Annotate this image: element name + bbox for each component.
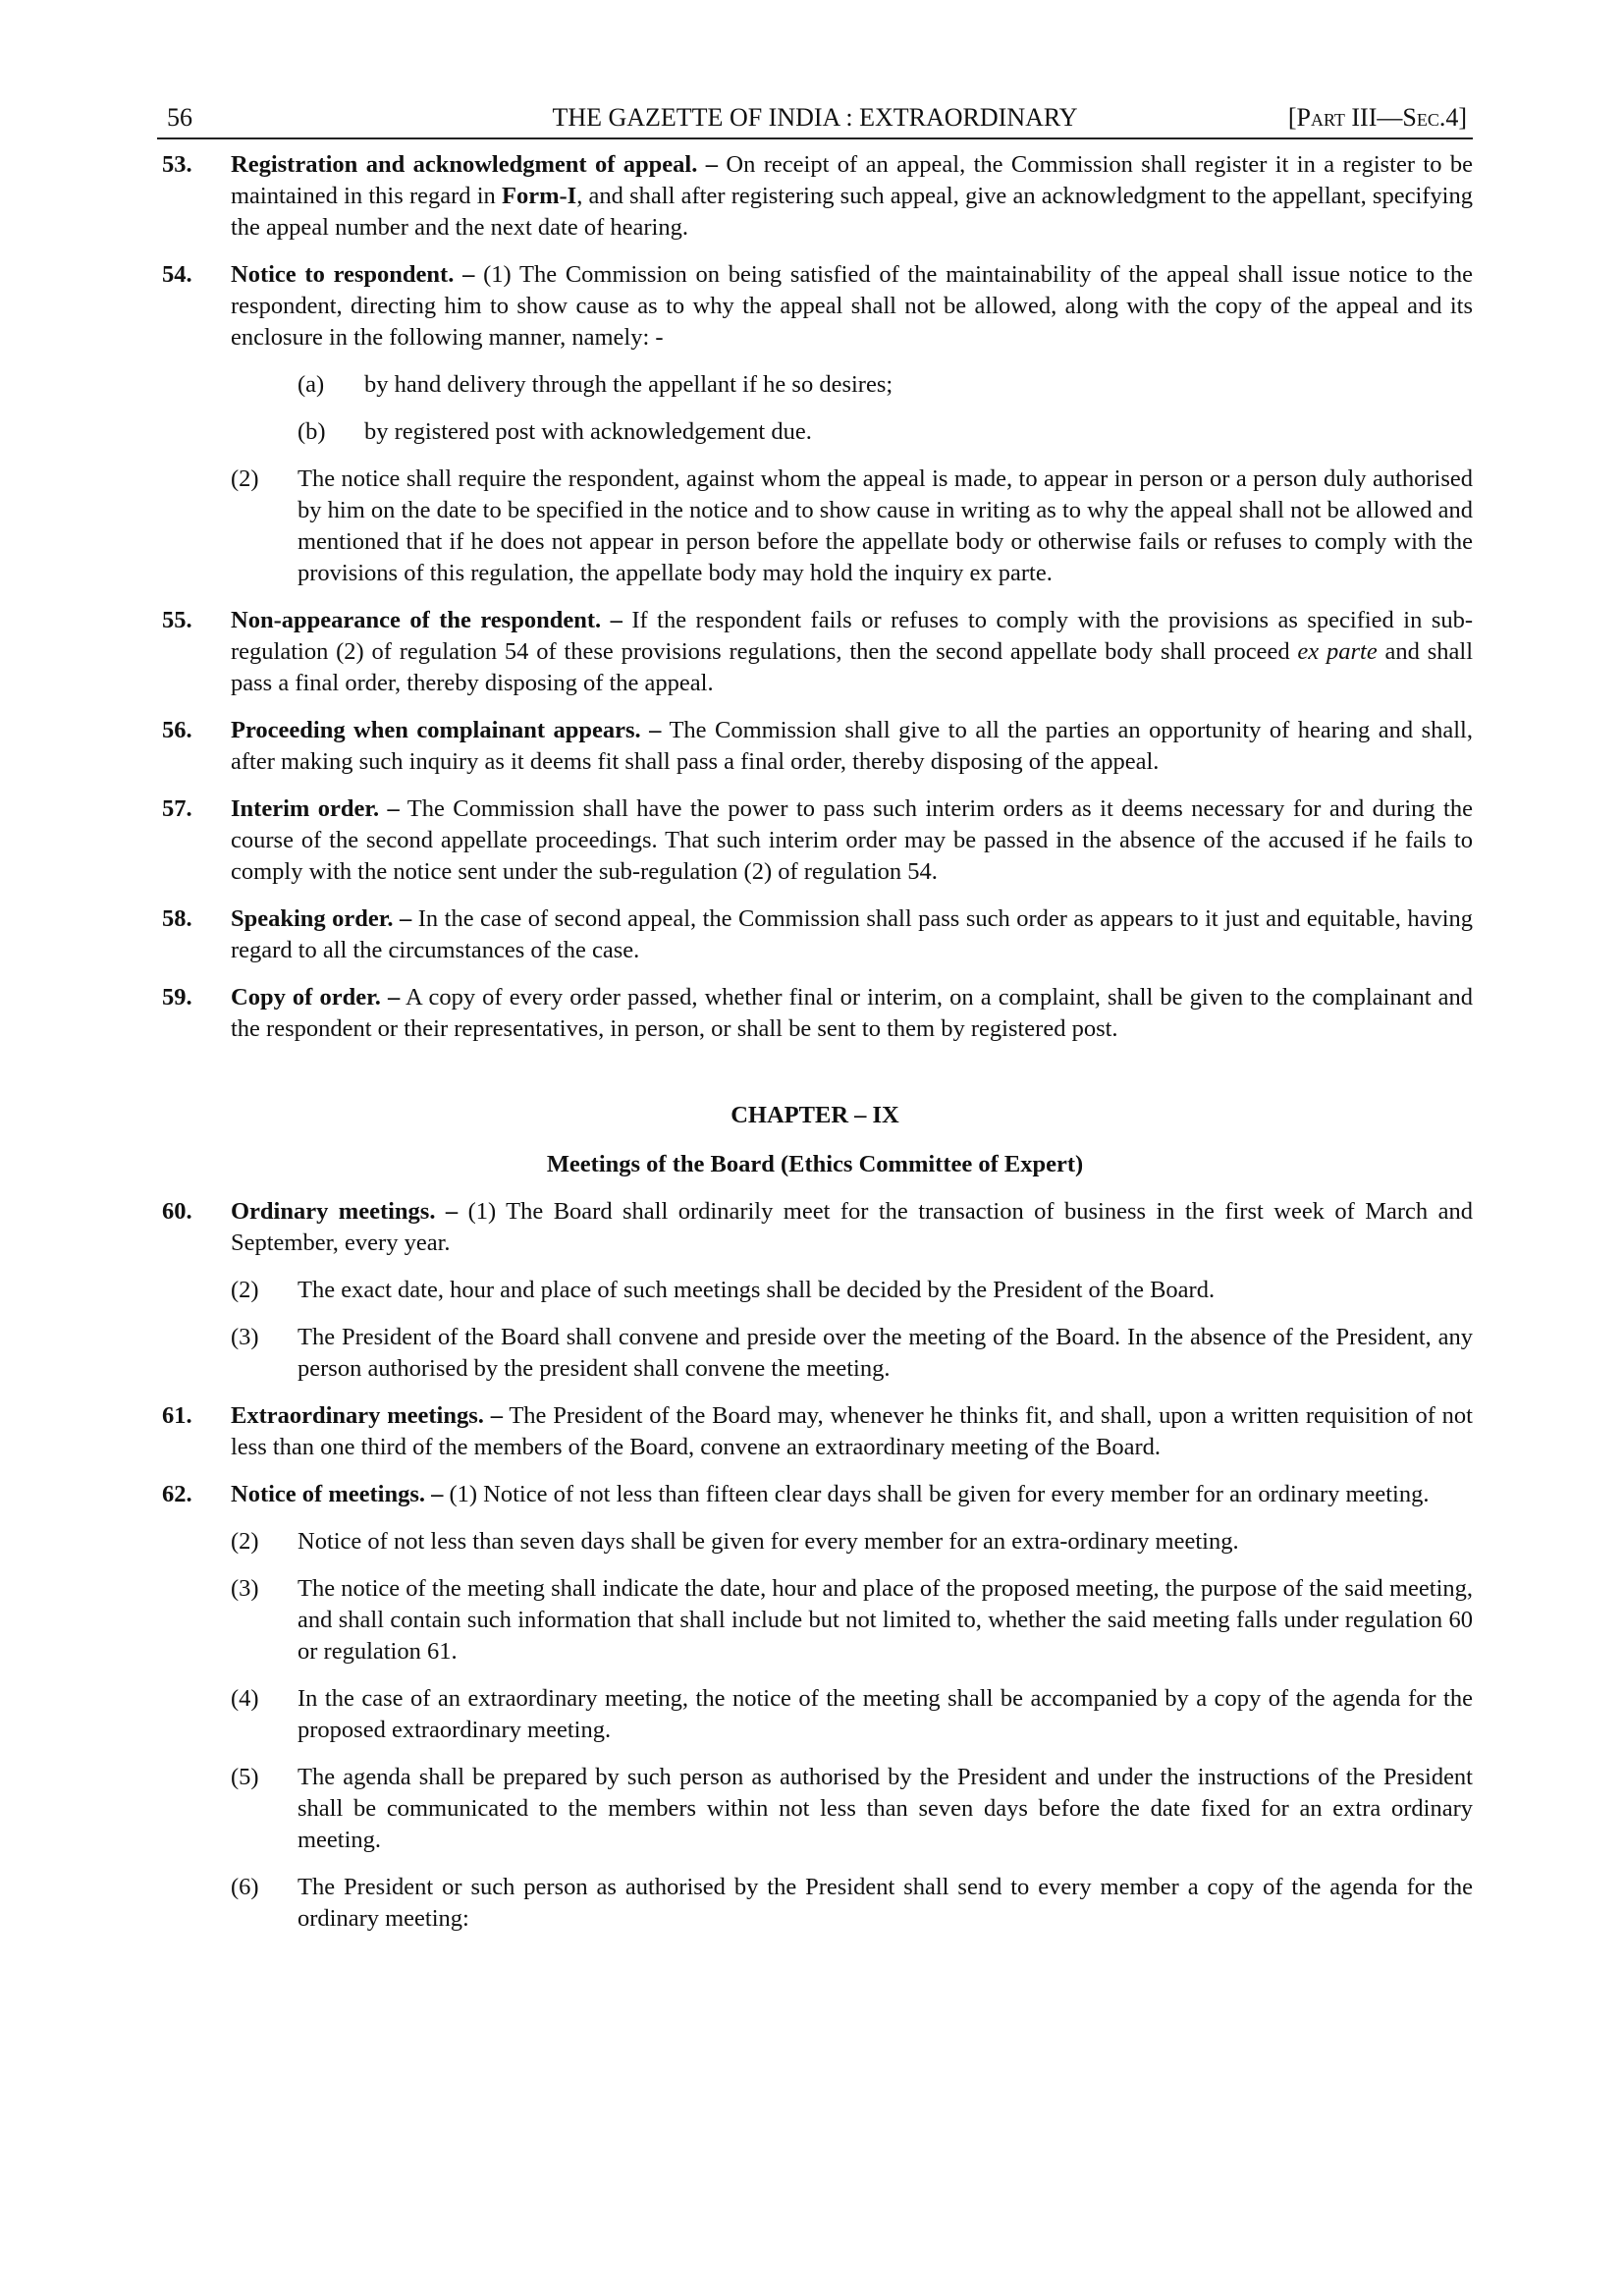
sub-regulation-62-6 xyxy=(231,1872,1473,1935)
regulation-number: 55. xyxy=(162,607,192,633)
sub-regulation-text: The notice shall require the respondent, against whom the appeal is made, to appear in person or a person duly authorised by him on the date to be specified in the notice and to show cause in writing as to why the appeal shall not be allowed and mentioned that if he does not appear in person before the appellate body or otherwise fails or refuses to comply with the provisions of this regulation, the appellate body may hold the inquiry ex parte. xyxy=(298,465,1473,586)
regulation-54 xyxy=(157,259,1473,354)
regulation-56 xyxy=(157,715,1473,778)
sub-regulation-number: (2) xyxy=(231,1277,259,1303)
page-number: 56 xyxy=(167,103,192,132)
regulation-heading: Non-appearance of the respondent. – xyxy=(231,607,623,633)
sub-regulation-number: (4) xyxy=(231,1685,259,1712)
regulation-heading: Ordinary meetings. – xyxy=(231,1198,459,1225)
regulation-number: 60. xyxy=(162,1198,192,1225)
part-section: [Part III—Sec.4] xyxy=(1287,103,1467,132)
regulation-text: (1) The Board shall ordinarily meet for the transaction of business in the first week of March and September, every year. xyxy=(231,1198,1473,1256)
sub-regulation-text: The President or such person as authorised by the President shall send to every member a copy of the agenda for the ordinary meeting: xyxy=(298,1874,1473,1932)
sub-regulation-62-5 xyxy=(231,1762,1473,1856)
regulation-number: 61. xyxy=(162,1402,192,1429)
regulation-number: 62. xyxy=(162,1481,192,1507)
sub-regulation-text: Notice of not less than seven days shall be given for every member for an extra-ordinary meeting. xyxy=(298,1528,1239,1555)
sub-regulation-number: (3) xyxy=(231,1324,259,1350)
sub-regulation-text: The agenda shall be prepared by such person as authorised by the President and under the instructions of the President shall be communicated to the members within not less than seven days before the date fixed for an extra ordinary meeting. xyxy=(298,1764,1473,1853)
regulation-heading: Proceeding when complainant appears. – xyxy=(231,717,662,743)
regulation-heading: Speaking order. – xyxy=(231,905,412,932)
regulation-text: In the case of second appeal, the Commission shall pass such order as appears to it just and equitable, having regard to all the circumstances of the case. xyxy=(231,905,1474,963)
clause-b xyxy=(298,416,1473,448)
sub-regulation-text: The President of the Board shall convene and preside over the meeting of the Board. In the absence of the President, any person authorised by the president shall convene the meeting. xyxy=(298,1324,1473,1382)
regulation-text: (1) The Commission on being satisfied of the maintainability of the appeal shall issue notice to the respondent, directing him to show cause as to why the appeal shall not be allowed, along with the copy of the appeal and its enclosure in the following manner, namely: - xyxy=(231,261,1473,351)
regulation-number: 58. xyxy=(162,905,192,932)
regulation-text-cont: , and shall after registering such appeal, give an acknowledgment to the appellant, specifying the appeal number and the next date of hearing. xyxy=(231,183,1473,241)
regulation-60 xyxy=(157,1196,1473,1259)
sub-regulation-60-2 xyxy=(231,1275,1473,1306)
regulation-text: The Commission shall have the power to pass such interim orders as it deems necessary for and during the course of the second appellate proceedings. That such interim order may be passed in the absence of the accused if he fails to comply with the notice sent under the sub-regulation (2) of regulation 54. xyxy=(231,795,1473,885)
sub-regulation-number: (5) xyxy=(231,1764,259,1790)
clause-number: (b) xyxy=(298,418,326,445)
regulation-text: The Commission shall give to all the parties an opportunity of hearing and shall, after making such inquiry as it deems fit shall pass a final order, thereby disposing of the appeal. xyxy=(231,717,1473,775)
clause-text: by registered post with acknowledgement due. xyxy=(364,418,812,445)
page-content xyxy=(157,149,1473,1935)
regulation-heading: Notice of meetings. – xyxy=(231,1481,444,1507)
regulation-text: A copy of every order passed, whether final or interim, on a complaint, shall be given to the complainant and the respondent or their representatives, in person, or shall be sent to them by registered post. xyxy=(231,984,1473,1042)
form-reference: Form-I xyxy=(502,183,577,209)
gazette-page xyxy=(157,98,1473,1950)
regulation-number: 53. xyxy=(162,151,192,178)
sub-regulation-62-2 xyxy=(231,1526,1473,1558)
regulation-59 xyxy=(157,982,1473,1045)
sub-regulation-number: (2) xyxy=(231,1528,259,1555)
regulation-62 xyxy=(157,1479,1473,1510)
regulation-heading: Registration and acknowledgment of appeal. – xyxy=(231,151,718,178)
sub-regulation-62-4 xyxy=(231,1683,1473,1746)
chapter-title: CHAPTER – IX xyxy=(731,1102,899,1128)
regulation-text: If the respondent fails or refuses to comply with the provisions as specified in sub-regulation (2) of regulation 54 of these provisions regulations, then the second appellate body shall proceed xyxy=(231,607,1474,665)
sub-regulation-number: (3) xyxy=(231,1575,259,1602)
regulation-text: The President of the Board may, whenever he thinks fit, and shall, upon a written requisition of not less than one third of the members of the Board, convene an extraordinary meeting of the Board. xyxy=(231,1402,1473,1460)
regulation-heading: Copy of order. – xyxy=(231,984,401,1011)
sub-regulation-number: (6) xyxy=(231,1874,259,1900)
regulation-text: On receipt of an appeal, the Commission shall register it in a register to be maintained in this regard in xyxy=(231,151,1473,209)
regulation-57 xyxy=(157,793,1473,888)
sub-regulation-text: The exact date, hour and place of such meetings shall be decided by the President of the Board. xyxy=(298,1277,1216,1303)
sub-regulation-number: (2) xyxy=(231,465,259,492)
sub-regulation-text: The notice of the meeting shall indicate the date, hour and place of the proposed meeting, the purpose of the said meeting, and shall contain such information that shall include but not limited to, whether the said meeting falls under regulation 60 or regulation 61. xyxy=(298,1575,1473,1665)
page-header xyxy=(157,98,1473,139)
regulation-number: 57. xyxy=(162,795,192,822)
regulation-58 xyxy=(157,903,1473,966)
sub-regulation-60-3 xyxy=(231,1322,1473,1385)
regulation-55 xyxy=(157,605,1473,699)
sub-regulation-text: In the case of an extraordinary meeting, the notice of the meeting shall be accompanied by a copy of the agenda for the proposed extraordinary meeting. xyxy=(298,1685,1473,1743)
regulation-heading: Interim order. – xyxy=(231,795,400,822)
regulation-number: 56. xyxy=(162,717,192,743)
regulation-text-cont: and shall pass a final order, thereby disposing of the appeal. xyxy=(231,638,1474,696)
regulation-text: (1) Notice of not less than fifteen clear days shall be given for every member for an ordinary meeting. xyxy=(443,1481,1430,1507)
chapter-subtitle: Meetings of the Board (Ethics Committee of Expert) xyxy=(546,1151,1084,1177)
regulation-53 xyxy=(157,149,1473,244)
clause-text: by hand delivery through the appellant if he so desires; xyxy=(364,371,893,398)
sub-regulation-62-3 xyxy=(231,1573,1473,1667)
regulation-heading: Notice to respondent. – xyxy=(231,261,475,288)
clause-a xyxy=(298,369,1473,401)
clause-number: (a) xyxy=(298,371,325,398)
gazette-title: THE GAZETTE OF INDIA : EXTRAORDINARY xyxy=(552,103,1078,132)
sub-regulation-54-2 xyxy=(231,464,1473,589)
regulation-number: 54. xyxy=(162,261,192,288)
regulation-heading: Extraordinary meetings. – xyxy=(231,1402,503,1429)
regulation-61 xyxy=(157,1400,1473,1463)
regulation-number: 59. xyxy=(162,984,192,1011)
italic-term: ex parte xyxy=(1297,638,1378,665)
